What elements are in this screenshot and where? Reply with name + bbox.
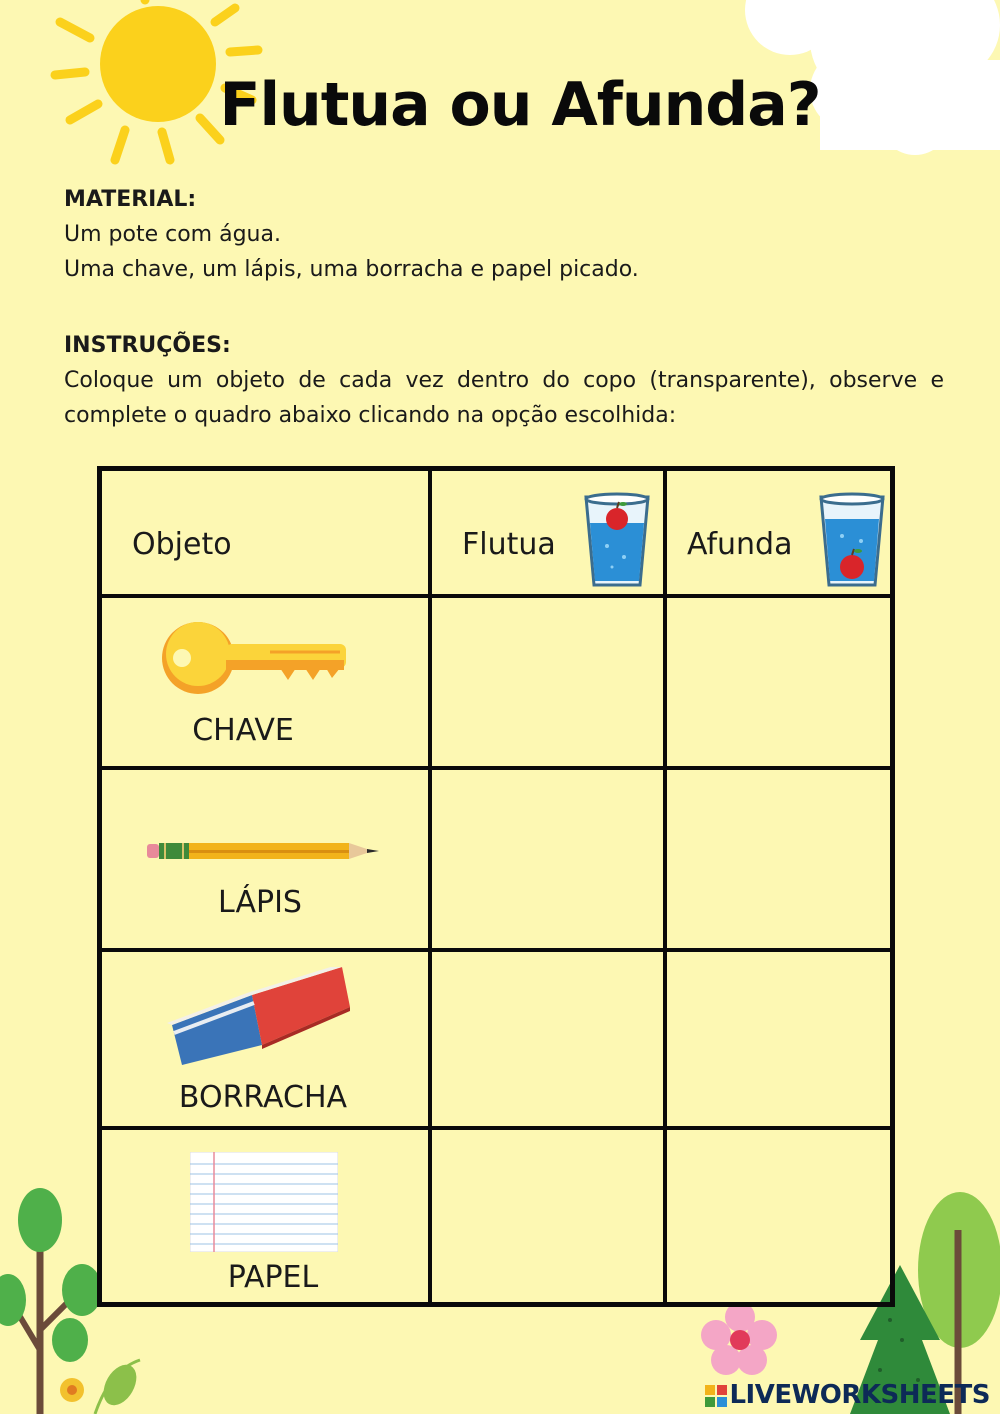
instructions-section xyxy=(64,328,944,433)
material-line: Uma chave, um lápis, uma borracha e papel picado. xyxy=(64,257,639,282)
object-label-eraser: BORRACHA xyxy=(178,1080,348,1115)
header-float: Flutua xyxy=(462,527,556,562)
pencil-icon xyxy=(147,840,382,862)
sink-cell-eraser[interactable] xyxy=(667,952,890,1130)
instructions-heading: INSTRUÇÕES: xyxy=(64,333,231,358)
header-cell-sink xyxy=(667,471,890,598)
header-object: Objeto xyxy=(132,527,232,562)
sink-cell-pencil[interactable] xyxy=(667,770,890,952)
float-cell-eraser[interactable] xyxy=(432,952,667,1130)
object-label-key: CHAVE xyxy=(192,713,294,748)
paper-icon xyxy=(190,1152,338,1252)
material-heading: MATERIAL: xyxy=(64,187,197,212)
flower-icon xyxy=(700,1305,780,1375)
glass-floating-apple-icon xyxy=(582,491,652,591)
header-cell-float xyxy=(432,471,667,598)
object-cell-pencil xyxy=(102,770,432,952)
eraser-icon xyxy=(162,967,352,1067)
key-icon xyxy=(160,618,350,698)
float-cell-pencil[interactable] xyxy=(432,770,667,952)
brand-logo xyxy=(705,1380,990,1410)
sink-cell-key[interactable] xyxy=(667,598,890,770)
liveworksheets-logo-icon xyxy=(705,1385,727,1407)
glass-sinking-apple-icon xyxy=(817,491,887,591)
float-cell-paper[interactable] xyxy=(432,1130,667,1302)
material-line: Um pote com água. xyxy=(64,222,281,247)
header-sink: Afunda xyxy=(687,527,793,562)
page-title: Flutua ou Afunda? xyxy=(219,70,821,140)
material-section xyxy=(64,182,944,287)
object-label-pencil: LÁPIS xyxy=(218,885,302,920)
float-sink-table xyxy=(97,466,895,1307)
instructions-text: Coloque um objeto de cada vez dentro do copo (transparente), observe e complete o quadro abaixo clicando na opção escolhida: xyxy=(64,368,944,428)
object-cell-eraser xyxy=(102,952,432,1130)
brand-name: LIVEWORKSHEETS xyxy=(729,1380,990,1410)
sink-cell-paper[interactable] xyxy=(667,1130,890,1302)
float-cell-key[interactable] xyxy=(432,598,667,770)
object-cell-key xyxy=(102,598,432,770)
object-cell-paper xyxy=(102,1130,432,1302)
header-cell-object xyxy=(102,471,432,598)
object-label-paper: PAPEL xyxy=(227,1260,319,1295)
